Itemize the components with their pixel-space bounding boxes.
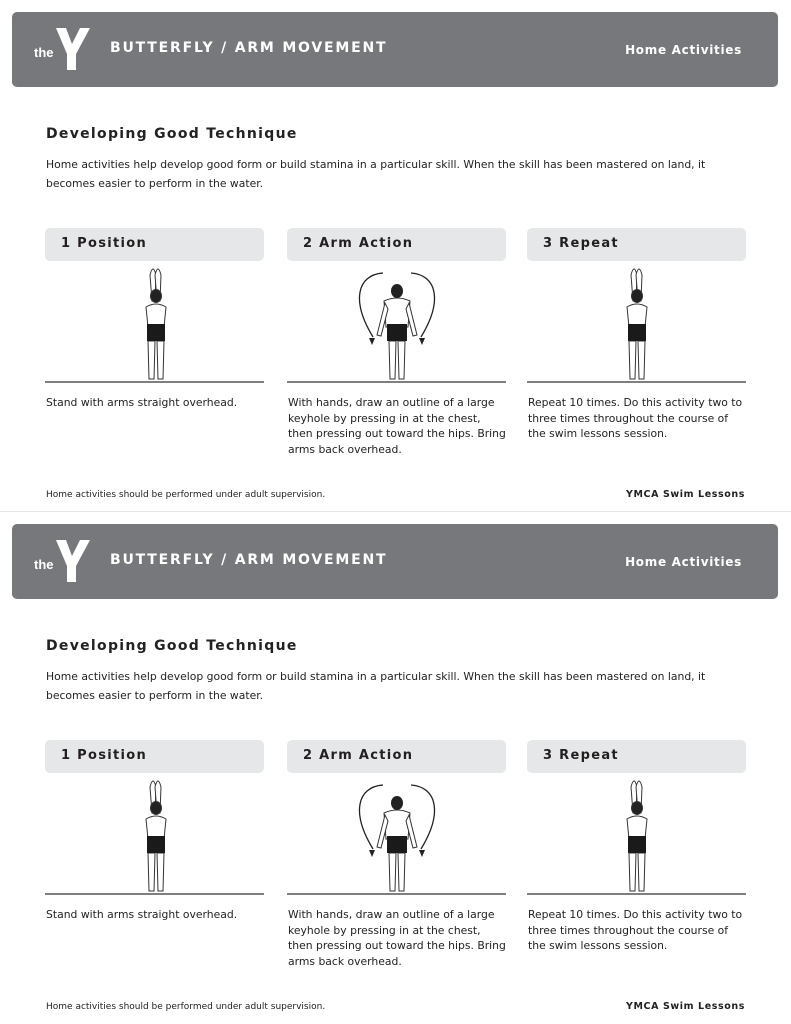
svg-text:YMCA: YMCA bbox=[74, 567, 83, 581]
svg-text:the: the bbox=[34, 557, 54, 572]
section-title: Developing Good Technique bbox=[46, 638, 298, 654]
ymca-logo bbox=[34, 536, 104, 588]
swimmer-arms-overhead-figure bbox=[45, 261, 264, 383]
header-banner bbox=[12, 524, 778, 599]
banner-category: Home Activities bbox=[625, 43, 742, 57]
svg-text:the: the bbox=[34, 45, 54, 60]
swimmer-arm-circle-figure bbox=[287, 261, 506, 383]
footer-brand: YMCA Swim Lessons bbox=[626, 489, 745, 500]
step-3-header bbox=[527, 228, 746, 261]
banner-category: Home Activities bbox=[625, 555, 742, 569]
step-2-header bbox=[287, 228, 506, 261]
svg-text:YMCA: YMCA bbox=[74, 55, 83, 69]
page-2 bbox=[0, 512, 791, 1024]
step-2 bbox=[287, 740, 506, 968]
step-2-text: With hands, draw an outline of a large keyhole by pressing in at the chest, then pressing out toward the hips. Bring arms back overhead. bbox=[288, 396, 506, 456]
step-3-label: 3 Repeat bbox=[543, 748, 619, 763]
swimmer-arms-overhead-figure bbox=[527, 261, 746, 383]
banner-title: BUTTERFLY / ARM MOVEMENT bbox=[110, 40, 388, 56]
step-1-text: Stand with arms straight overhead. bbox=[46, 908, 238, 921]
step-2 bbox=[287, 228, 506, 456]
banner-title: BUTTERFLY / ARM MOVEMENT bbox=[110, 552, 388, 568]
step-1-header bbox=[45, 228, 264, 261]
step-1-header bbox=[45, 740, 264, 773]
intro-paragraph: Home activities help develop good form or build stamina in a particular skill. When the skill has been mastered on land, it becomes easier to perform in the water. bbox=[46, 670, 706, 702]
section-title: Developing Good Technique bbox=[46, 126, 298, 142]
step-2-label: 2 Arm Action bbox=[303, 748, 414, 763]
step-1-label: 1 Position bbox=[61, 748, 148, 763]
swimmer-arms-overhead-figure bbox=[45, 773, 264, 895]
swimmer-arm-circle-figure bbox=[287, 773, 506, 895]
step-1-text: Stand with arms straight overhead. bbox=[46, 396, 238, 409]
supervision-note: Home activities should be performed under adult supervision. bbox=[46, 490, 326, 500]
step-3 bbox=[527, 740, 746, 952]
swimmer-arms-overhead-figure bbox=[527, 773, 746, 895]
header-banner bbox=[12, 12, 778, 87]
footer-brand: YMCA Swim Lessons bbox=[626, 1001, 745, 1012]
supervision-note: Home activities should be performed under adult supervision. bbox=[46, 1002, 326, 1012]
step-3-label: 3 Repeat bbox=[543, 236, 619, 251]
step-3-text: Repeat 10 times. Do this activity two to three times throughout the course of the swim lessons session. bbox=[528, 908, 743, 952]
step-3-header bbox=[527, 740, 746, 773]
step-2-label: 2 Arm Action bbox=[303, 236, 414, 251]
step-2-header bbox=[287, 740, 506, 773]
step-2-text: With hands, draw an outline of a large keyhole by pressing in at the chest, then pressing out toward the hips. Bring arms back overhead. bbox=[288, 908, 506, 968]
step-1 bbox=[45, 228, 264, 409]
step-3 bbox=[527, 228, 746, 440]
step-1 bbox=[45, 740, 264, 921]
intro-paragraph: Home activities help develop good form or build stamina in a particular skill. When the skill has been mastered on land, it becomes easier to perform in the water. bbox=[46, 158, 706, 190]
ymca-logo bbox=[34, 24, 104, 76]
step-3-text: Repeat 10 times. Do this activity two to three times throughout the course of the swim lessons session. bbox=[528, 396, 743, 440]
step-1-label: 1 Position bbox=[61, 236, 148, 251]
